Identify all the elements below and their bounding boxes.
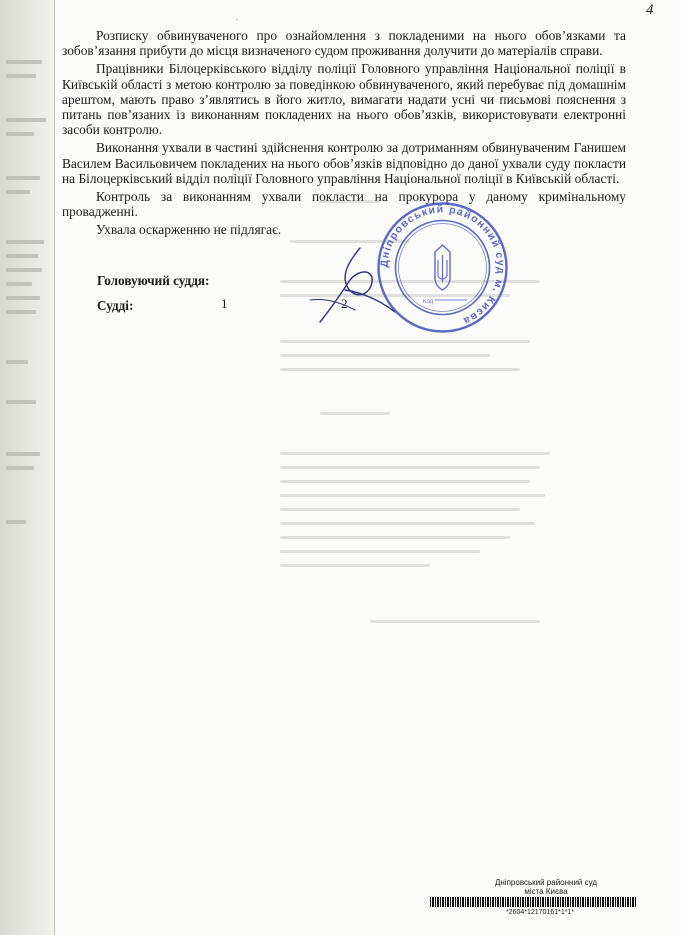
- paragraph-no-appeal: Ухвала оскарженню не підлягає.: [96, 222, 282, 238]
- paragraph-police-rights: Працівники Білоцерківського відділу поліції Головного управління Національної поліції в Київській області з метою контролю за поведінкою обвинуваченого, який перебуває під домашнім арештом, мають право з’являтись в його житло, вимагати надати усні чи письмові пояснення з питань пов’язаних із виконанням покладених на нього обов’язків, використовувати електронні засоби контролю.: [62, 61, 626, 138]
- judge-1-marker: 1: [221, 296, 228, 311]
- footer-court-city: міста Києва: [524, 887, 568, 896]
- presiding-judge-label: Головуючий суддя:: [97, 273, 210, 288]
- document-barcode: [430, 897, 636, 907]
- paragraph-execution: Виконання ухвали в частині здійснення контролю за дотриманням обвинуваченим Ганишем Василем Васильовичем покладених на нього обов’язків відповідно до даної ухвали суду покласти на Білоцерківський відділ поліції Головного управління Національної поліції в Київській області.: [62, 140, 626, 186]
- paragraph-receipt: Розписку обвинуваченого про ознайомлення з покладеними на нього обов’язками та зобов’язання прибути до місця визначеного судом проживання долучити до матеріалів справи.: [62, 28, 626, 59]
- left-scan-strip: [0, 0, 54, 935]
- top-mark: -: [236, 17, 238, 23]
- page-number: 4: [646, 2, 654, 18]
- judges-label: Судді:: [97, 298, 134, 313]
- page-fold-line: [54, 0, 55, 935]
- judge-2-marker: 2: [341, 296, 348, 311]
- barcode-number: *2604*12170161*1*1*: [505, 909, 575, 916]
- court-seal: [375, 200, 510, 335]
- seal-code-label: Код: [423, 299, 434, 305]
- footer-court-name: Дніпровський районний суд: [494, 878, 598, 887]
- seal-outer-text: Дніпровський районний суд м. Києва: [378, 203, 507, 328]
- paragraph-prosecutor-control: Контроль за виконанням ухвали покласти на прокурора у даному кримінальному провадженні.: [62, 189, 626, 220]
- court-footer: [486, 878, 606, 896]
